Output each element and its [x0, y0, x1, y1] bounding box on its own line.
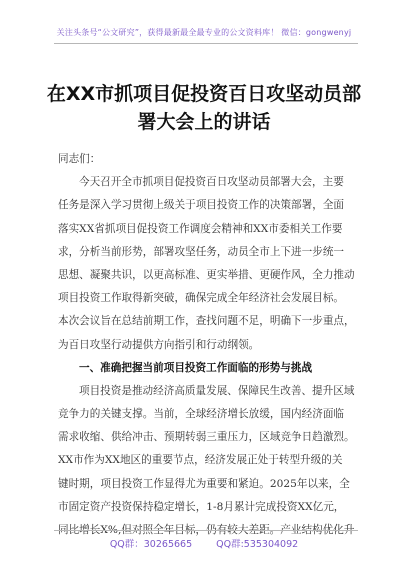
qq-group-label-1: QQ群：30265665: [109, 539, 193, 550]
paragraph-line: 今天召开全市抓项目促投资百日攻坚动员部署大会，主要: [79, 176, 344, 189]
paragraph-line: 需求收缩、供给冲击、预期转弱三重压力，区域竞争日趋激烈。: [58, 431, 355, 444]
title-line-2: 署大会上的讲话: [137, 111, 271, 133]
header-note: 关注头条号“公文研究”，获得最新最全最专业的公文资料库！ 微信：gongwenyj: [56, 28, 352, 37]
salutation: 同志们：: [58, 153, 101, 165]
page-title: [34, 80, 374, 136]
paragraph-line: 竞争力的关键支撑。当前，全球经济增长放缓，国内经济面临: [58, 408, 345, 421]
document-body: [58, 148, 355, 542]
paragraph-line: 项目投资工作取得新突破，确保完成全年经济社会发展目标。: [58, 292, 345, 305]
qq-group-label-2: QQ群:535304092: [216, 539, 299, 550]
paragraph-line: 市固定资产投资保持稳定增长，1-8月累计完成投资XX亿元，: [58, 500, 345, 513]
paragraph-line: 本次会议旨在总结前期工作，查找问题不足，明确下一步重点，: [58, 315, 355, 328]
paragraph-line: 落实XX省抓项目促投资工作调度会精神和XX市委相关工作要: [58, 222, 343, 235]
paragraph-line: 思想、凝聚共识，以更高标准、更实举措、更硬作风，全力推动: [58, 268, 355, 281]
title-line-1: 在XX市抓项目促投资百日攻坚动员部: [46, 83, 362, 105]
paragraph-line: 键时期，项目投资工作显得尤为重要和紧迫。2025年以来，全: [58, 477, 350, 490]
paragraph-line: 项目投资是推动经济高质量发展、保障民生改善、提升区域: [79, 384, 355, 397]
paragraph-line: 同比增长X%,但对照全年目标，仍有较大差距。产业结构优化升: [58, 524, 355, 536]
footer-divider: [54, 530, 358, 531]
paragraph-line: 为百日攻坚行动提供方向指引和行动纲领。: [58, 338, 260, 351]
paragraph-line: 求，分析当前形势，部署攻坚任务，动员全市上下进一步统一: [58, 245, 345, 258]
paragraph-line: 任务是深入学习贯彻上级关于项目投资工作的决策部署，全面: [58, 199, 345, 212]
section-heading: 一、准确把握当前项目投资工作面临的形势与挑战: [79, 361, 313, 374]
header-divider: [54, 43, 358, 44]
paragraph-line: XX市作为XX地区的重要节点，经济发展正处于转型升级的关: [58, 454, 343, 467]
footer: [0, 536, 408, 550]
